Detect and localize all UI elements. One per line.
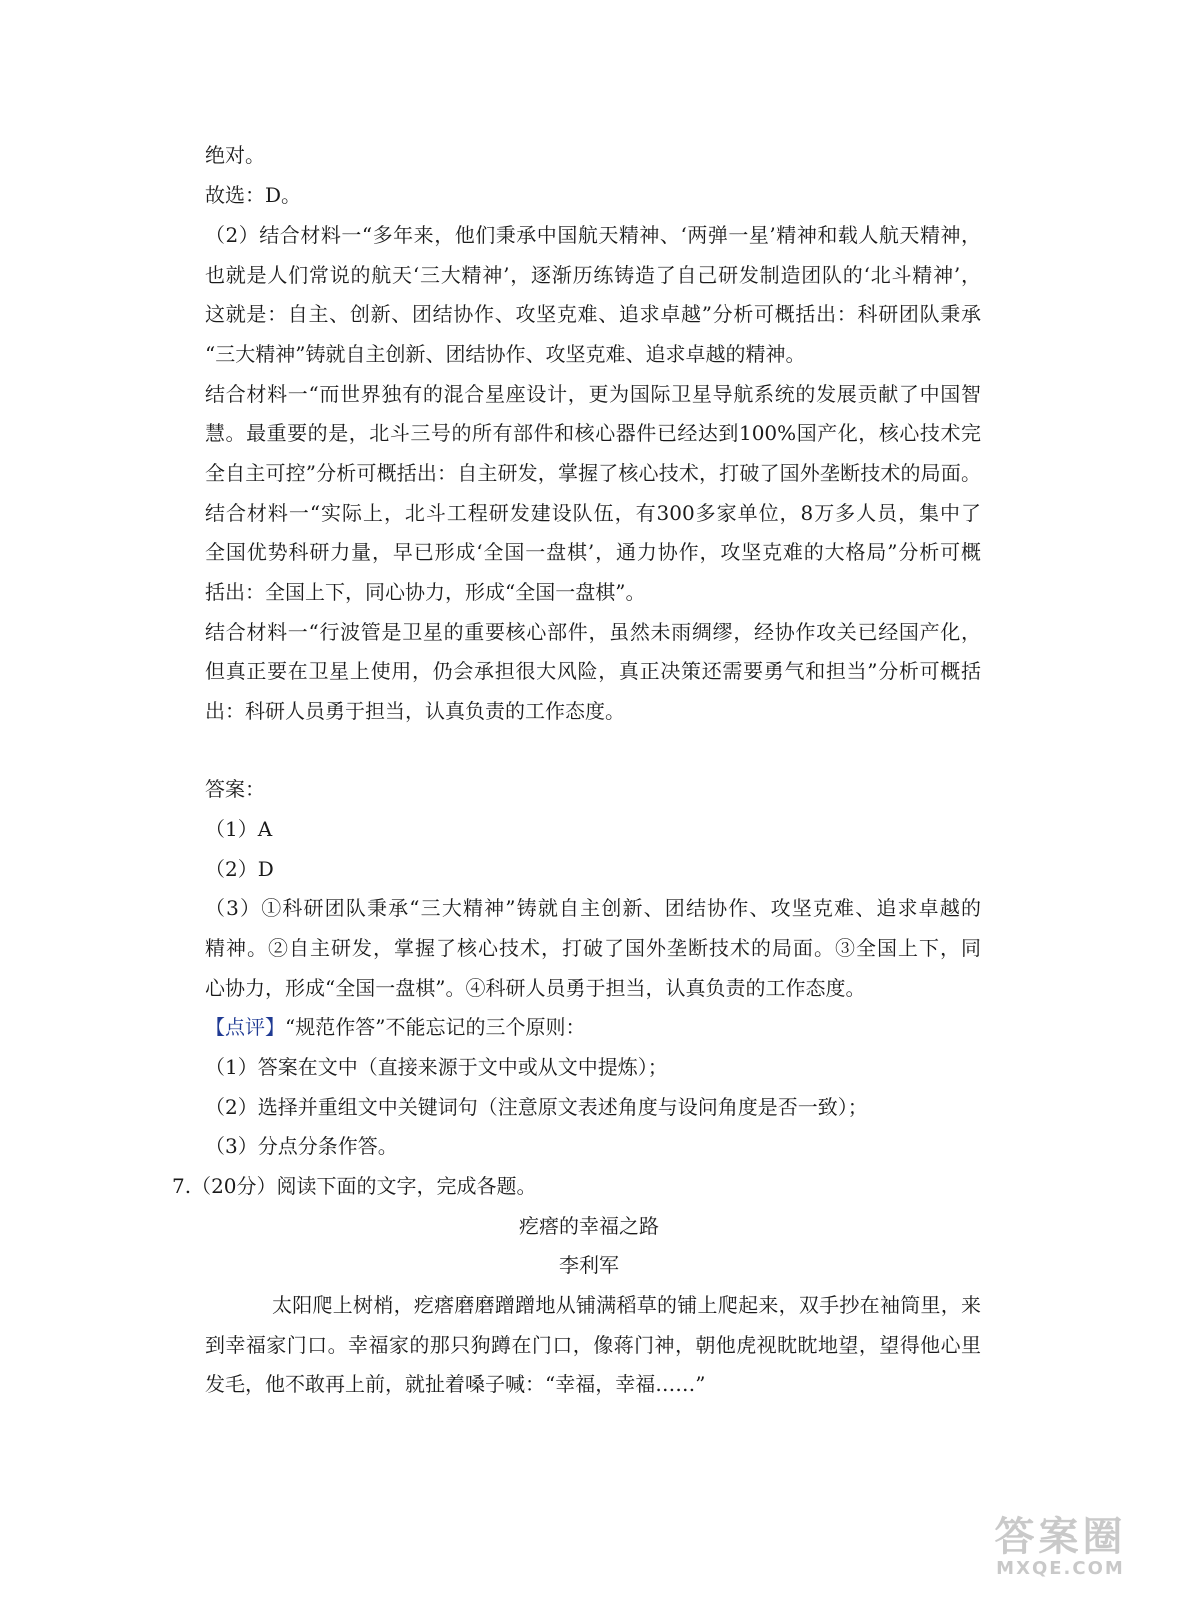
text-line: 故选：D。: [205, 183, 302, 207]
article-paragraph: 到幸福家门口。幸福家的那只狗蹲在门口，像蒋门神，朝他虎视眈眈地望，望得他心里: [205, 1333, 981, 1357]
principle-item: （2）选择并重组文中关键词句（注意原文表述角度与设问角度是否一致）；: [205, 1095, 868, 1119]
review-line: [205, 1013, 585, 1041]
text-line: 这就是：自主、创新、团结协作、攻坚克难、追求卓越”分析可概括出：科研团队秉承: [205, 302, 981, 326]
text-line: 也就是人们常说的航天‘三大精神’，逐渐历练铸造了自己研发制造团队的‘北斗精神’，: [205, 263, 981, 287]
text-line: 结合材料一“而世界独有的混合星座设计，更为国际卫星导航系统的发展贡献了中国智: [205, 382, 981, 406]
answer-item: （1）A: [205, 817, 273, 841]
text-line: 括出：全国上下，同心协力，形成“全国一盘棋”。: [205, 580, 646, 604]
text-line: “三大精神”铸就自主创新、团结协作、攻坚克难、追求卓越的精神。: [205, 342, 806, 366]
question-7-header: 7.（20分）阅读下面的文字，完成各题。: [172, 1174, 537, 1198]
text-line: 全国优势科研力量，早已形成‘全国一盘棋’，通力协作，攻坚克难的大格局”分析可概: [205, 540, 981, 564]
principle-item: （1）答案在文中（直接来源于文中或从文中提炼）；: [205, 1055, 668, 1079]
watermark-url: MXQE.COM: [996, 1558, 1125, 1579]
text-line: 慧。最重要的是，北斗三号的所有部件和核心器件已经达到100%国产化，核心技术完: [205, 421, 981, 445]
text-line: 但真正要在卫星上使用，仍会承担很大风险，真正决策还需要勇气和担当”分析可概括: [205, 659, 981, 683]
review-tag: 【点评】: [205, 1015, 285, 1039]
text-line: 结合材料一“行波管是卫星的重要核心部件，虽然未雨绸缪，经协作攻关已经国产化，: [205, 620, 981, 644]
text-line: 出：科研人员勇于担当，认真负责的工作态度。: [205, 699, 625, 723]
text-line: 绝对。: [205, 143, 265, 167]
text-line: （2）结合材料一“多年来，他们秉承中国航天精神、‘两弹一星’精神和载人航天精神，: [205, 223, 981, 247]
review-text: “规范作答”不能忘记的三个原则：: [285, 1015, 586, 1039]
answer-heading: 答案：: [205, 777, 265, 801]
answer-item: （3）①科研团队秉承“三大精神”铸就自主创新、团结协作、攻坚克难、追求卓越的: [205, 896, 981, 920]
article-paragraph: 发毛，他不敢再上前，就扯着嗓子喊：“幸福，幸福……”: [205, 1372, 706, 1396]
watermark-logo-text: 答案圈: [994, 1514, 1127, 1560]
watermark-logo: [973, 1516, 1148, 1586]
principle-item: （3）分点分条作答。: [205, 1134, 398, 1158]
answer-item: （2）D: [205, 857, 274, 881]
text-line: 全自主可控”分析可概括出：自主研发，掌握了核心技术，打破了国外垄断技术的局面。: [205, 461, 981, 485]
text-line: 结合材料一“实际上，北斗工程研发建设队伍，有300多家单位，8万多人员，集中了: [205, 501, 981, 525]
article-author: 李利军: [559, 1253, 619, 1277]
article-title: 疙瘩的幸福之路: [519, 1214, 659, 1238]
article-paragraph: 太阳爬上树梢，疙瘩磨磨蹭蹭地从铺满稻草的铺上爬起来，双手抄在袖筒里，来: [272, 1293, 981, 1317]
text-line: 心协力，形成“全国一盘棋”。④科研人员勇于担当，认真负责的工作态度。: [205, 976, 866, 1000]
text-line: 精神。②自主研发，掌握了核心技术，打破了国外垄断技术的局面。③全国上下，同: [205, 936, 981, 960]
